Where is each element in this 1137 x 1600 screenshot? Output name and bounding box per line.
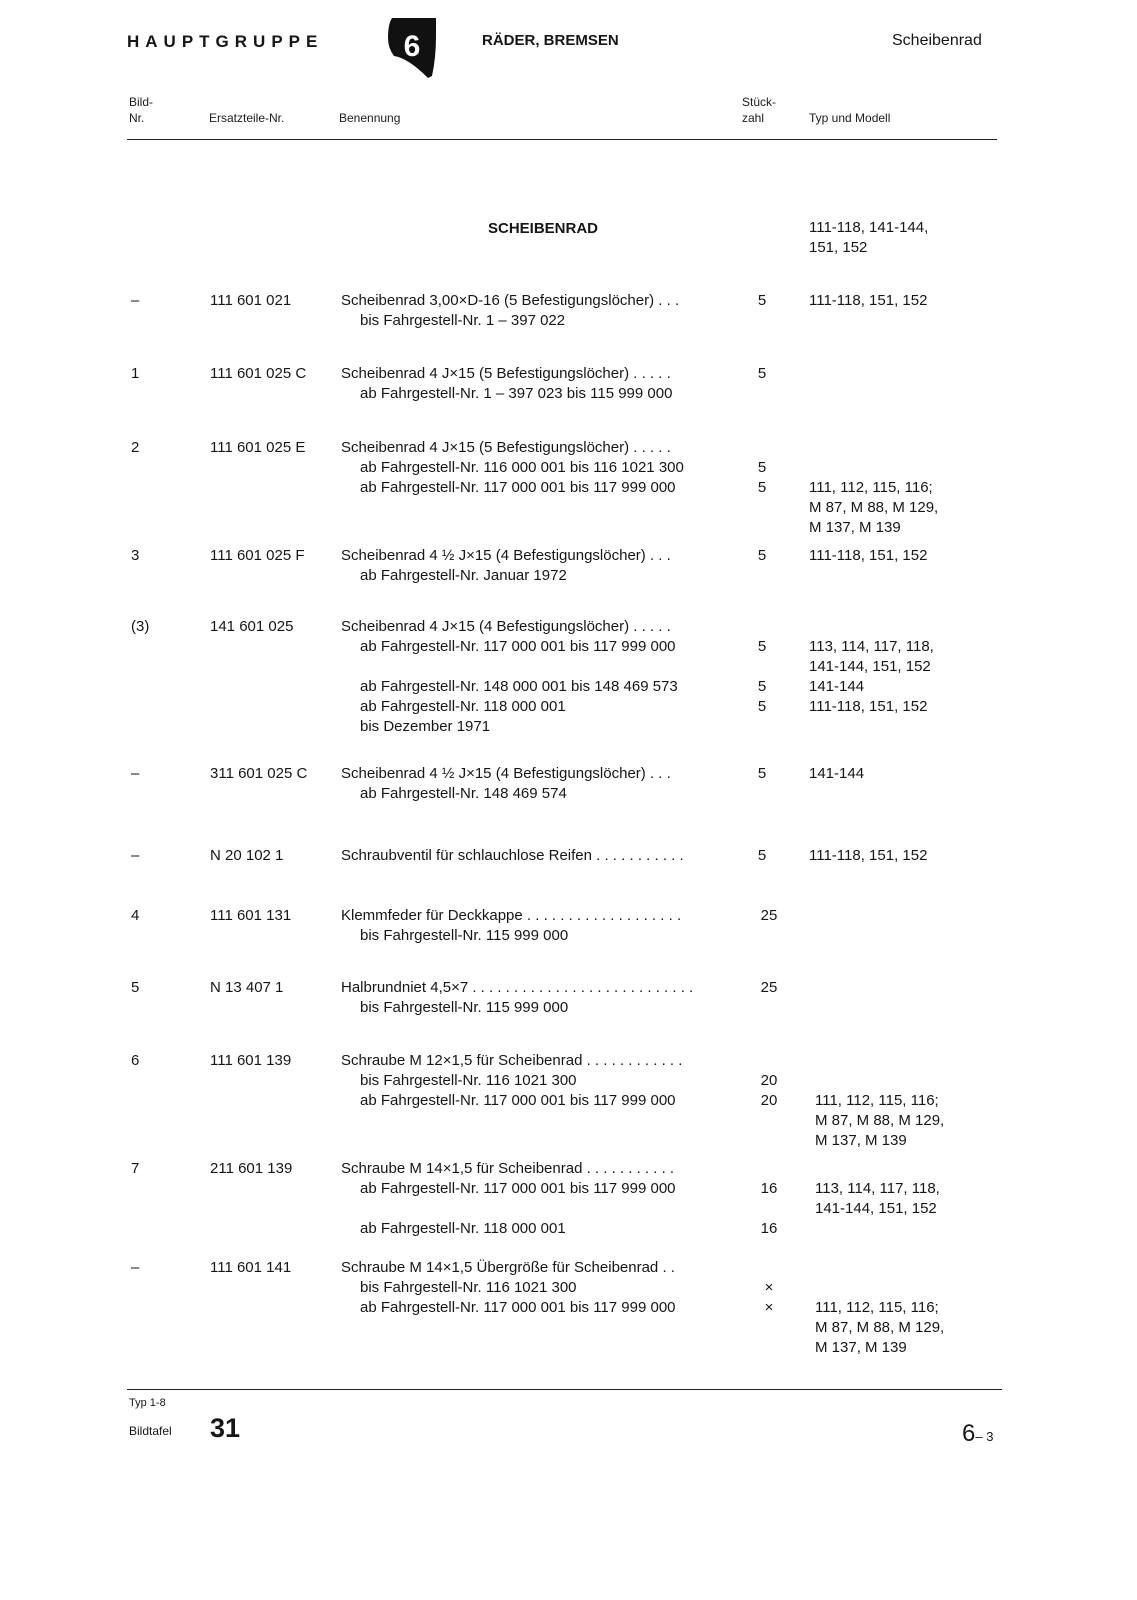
row-bild: 1	[131, 365, 140, 382]
benennung-line: ab Fahrgestell-Nr. 117 000 001 bis 117 999 000	[360, 479, 676, 496]
stueck-value	[749, 1051, 789, 1071]
benennung-line: bis Fahrgestell-Nr. 116 1021 300	[360, 1279, 577, 1296]
stueck-value: 5	[757, 847, 767, 864]
typ-line: 141-144	[809, 678, 865, 695]
benennung-line: ab Fahrgestell-Nr. 118 000 001	[360, 1220, 566, 1237]
col-bild-header	[129, 94, 153, 126]
col-benennung-header: Benennung	[339, 111, 401, 125]
section-typ	[809, 218, 928, 258]
col-ersatzteile-header: Ersatzteile-Nr.	[209, 111, 285, 125]
row-bild: 6	[131, 1052, 140, 1069]
typ-line: M 137, M 139	[809, 519, 901, 536]
stueck-value	[742, 657, 782, 677]
typ-line: 111, 112, 115, 116;	[815, 1299, 939, 1316]
row-bild: 3	[131, 547, 140, 564]
row-part-number: 111 601 025 E	[210, 439, 306, 456]
benennung-line: ab Fahrgestell-Nr. Januar 1972	[360, 567, 567, 584]
benennung-line: bis Fahrgestell-Nr. 115 999 000	[360, 999, 569, 1016]
col-typ-header: Typ und Modell	[809, 111, 891, 125]
benennung-line: Scheibenrad 4 J×15 (4 Befestigungslöcher) . . . . .	[341, 618, 671, 635]
row-stueck	[742, 846, 782, 866]
row-benennung	[341, 546, 736, 586]
row-stueck	[742, 438, 782, 498]
section-typ-line2: 151, 152	[809, 239, 868, 256]
benennung-line: bis Dezember 1971	[360, 718, 491, 735]
benennung-line: Schraube M 14×1,5 Übergröße für Scheibenrad . .	[341, 1259, 675, 1276]
stueck-value: 5	[757, 292, 767, 309]
stueck-value: 16	[760, 1220, 778, 1237]
benennung-line: ab Fahrgestell-Nr. 116 000 001 bis 116 1021 300	[360, 459, 684, 476]
row-part-number: 141 601 025	[210, 618, 294, 635]
row-typ	[815, 1091, 944, 1151]
row-benennung	[341, 438, 736, 498]
row-typ	[815, 1298, 944, 1358]
col-stueck-header-line2: zahl	[742, 111, 765, 125]
row-part-number: 111 601 139	[210, 1052, 292, 1069]
bildtafel-number: 31	[210, 1413, 241, 1443]
stueck-value: 5	[757, 698, 767, 715]
stueck-value: 25	[760, 907, 778, 924]
benennung-line: Schraube M 12×1,5 für Scheibenrad . . . . . . . . . . . .	[341, 1052, 683, 1069]
benennung-line: Klemmfeder für Deckkappe . . . . . . . . . . . . . . . . . . .	[341, 907, 682, 924]
row-typ	[809, 546, 927, 566]
row-part-number: 211 601 139	[210, 1160, 293, 1177]
hauptgruppe-label: HAUPTGRUPPE	[127, 32, 324, 51]
row-benennung	[341, 617, 736, 737]
group-badge-shape	[388, 18, 440, 78]
row-part-number: N 13 407 1	[210, 979, 284, 996]
benennung-line: ab Fahrgestell-Nr. 117 000 001 bis 117 999 000	[360, 1092, 676, 1109]
row-benennung	[341, 906, 736, 946]
row-bild: 5	[131, 979, 140, 996]
page-number-sub: – 3	[975, 1429, 994, 1444]
row-bild: –	[131, 292, 140, 309]
typ-line: M 87, M 88, M 129,	[815, 1319, 945, 1336]
benennung-line: ab Fahrgestell-Nr. 1 – 397 023 bis 115 999 000	[360, 385, 673, 402]
footer-typ: Typ 1-8	[129, 1397, 166, 1409]
stueck-value: 5	[757, 765, 767, 782]
row-benennung	[341, 364, 736, 404]
row-part-number: N 20 102 1	[210, 847, 284, 864]
group-title: RÄDER, BREMSEN	[482, 32, 619, 49]
footer-rule	[127, 1389, 1002, 1390]
section-title: SCHEIBENRAD	[488, 220, 599, 237]
bildtafel-label: Bildtafel	[129, 1424, 172, 1438]
row-stueck	[749, 1258, 789, 1318]
page-number-main: 6	[962, 1420, 976, 1447]
typ-line: M 87, M 88, M 129,	[809, 499, 939, 516]
group-number-badge	[388, 18, 440, 78]
row-part-number: 311 601 025 C	[210, 765, 308, 782]
stueck-value	[749, 1159, 789, 1179]
row-stueck	[742, 546, 782, 566]
stueck-value: 5	[757, 479, 767, 496]
row-stueck	[749, 1159, 789, 1239]
typ-line: 111, 112, 115, 116;	[815, 1092, 939, 1109]
benennung-line: ab Fahrgestell-Nr. 148 469 574	[360, 785, 567, 802]
benennung-line	[341, 657, 736, 677]
stueck-value: 16	[760, 1180, 778, 1197]
typ-line: 141-144, 151, 152	[809, 658, 931, 675]
row-stueck	[749, 906, 789, 926]
row-typ	[809, 637, 934, 717]
stueck-value: 20	[760, 1092, 778, 1109]
row-stueck	[749, 978, 789, 998]
stueck-value	[742, 438, 782, 458]
benennung-line: Scheibenrad 4 J×15 (5 Befestigungslöcher) . . . . .	[341, 365, 671, 382]
page-number	[962, 1420, 993, 1448]
benennung-line: ab Fahrgestell-Nr. 117 000 001 bis 117 999 000	[360, 1180, 676, 1197]
row-stueck	[742, 617, 782, 717]
row-bild: 2	[131, 439, 140, 456]
row-bild: 7	[131, 1160, 140, 1177]
group-number: 6	[403, 30, 421, 63]
row-stueck	[742, 291, 782, 311]
benennung-line: ab Fahrgestell-Nr. 118 000 001	[360, 698, 566, 715]
row-stueck	[742, 364, 782, 384]
row-stueck	[742, 764, 782, 784]
row-typ	[809, 764, 864, 784]
col-stueck-header-line1: Stück-	[742, 95, 777, 109]
benennung-line: Schraubventil für schlauchlose Reifen . . . . . . . . . . .	[341, 847, 684, 864]
row-typ	[809, 291, 927, 311]
row-benennung	[341, 1159, 736, 1239]
row-benennung	[341, 291, 736, 331]
row-bild: (3)	[131, 618, 150, 635]
col-stueckzahl-header	[742, 94, 776, 126]
typ-line: 111-118, 151, 152	[809, 847, 928, 864]
typ-line: 111, 112, 115, 116;	[809, 479, 933, 496]
row-benennung	[341, 1258, 736, 1318]
row-part-number: 111 601 141	[210, 1259, 292, 1276]
section-typ-line1: 111-118, 141-144,	[809, 219, 929, 236]
typ-line: M 137, M 139	[815, 1339, 907, 1356]
typ-line: 113, 114, 117, 118,	[809, 638, 934, 655]
benennung-line: Scheibenrad 4 ½ J×15 (4 Befestigungslöcher) . . .	[341, 547, 671, 564]
typ-line: M 87, M 88, M 129,	[815, 1112, 945, 1129]
col-bild-header-line2: Nr.	[129, 111, 145, 125]
benennung-line: ab Fahrgestell-Nr. 117 000 001 bis 117 999 000	[360, 1299, 676, 1316]
row-bild: –	[131, 765, 140, 782]
row-bild: –	[131, 847, 140, 864]
row-bild: 4	[131, 907, 140, 924]
benennung-line: bis Fahrgestell-Nr. 116 1021 300	[360, 1072, 577, 1089]
stueck-value	[749, 1258, 789, 1278]
stueck-value: ×	[764, 1279, 774, 1296]
row-typ	[815, 1179, 940, 1219]
benennung-line: Halbrundniet 4,5×7 . . . . . . . . . . . . . . . . . . . . . . . . . . .	[341, 979, 694, 996]
stueck-value: 5	[757, 638, 767, 655]
typ-line: 141-144, 151, 152	[815, 1200, 937, 1217]
typ-line: 113, 114, 117, 118,	[815, 1180, 940, 1197]
benennung-line: bis Fahrgestell-Nr. 1 – 397 022	[360, 312, 566, 329]
typ-line: M 137, M 139	[815, 1132, 907, 1149]
stueck-value	[742, 617, 782, 637]
row-benennung	[341, 978, 736, 1018]
col-bild-header-line1: Bild-	[129, 95, 154, 109]
row-benennung	[341, 846, 736, 866]
stueck-value: 25	[760, 979, 778, 996]
benennung-line: Schraube M 14×1,5 für Scheibenrad . . . . . . . . . . .	[341, 1160, 675, 1177]
benennung-line	[341, 1199, 736, 1219]
row-benennung	[341, 1051, 736, 1111]
benennung-line: Scheibenrad 4 J×15 (5 Befestigungslöcher) . . . . .	[341, 439, 671, 456]
benennung-line: ab Fahrgestell-Nr. 117 000 001 bis 117 999 000	[360, 638, 676, 655]
row-part-number: 111 601 131	[210, 907, 292, 924]
benennung-line: Scheibenrad 3,00×D-16 (5 Befestigungslöcher) . . .	[341, 292, 680, 309]
row-part-number: 111 601 025 C	[210, 365, 307, 382]
benennung-line: bis Fahrgestell-Nr. 115 999 000	[360, 927, 569, 944]
typ-line: 111-118, 151, 152	[809, 547, 928, 564]
row-benennung	[341, 764, 736, 804]
benennung-line: Scheibenrad 4 ½ J×15 (4 Befestigungslöcher) . . .	[341, 765, 671, 782]
stueck-value: 5	[757, 678, 767, 695]
row-bild: –	[131, 1259, 140, 1276]
row-part-number: 111 601 025 F	[210, 547, 305, 564]
row-part-number: 111 601 021	[210, 292, 292, 309]
page-topic: Scheibenrad	[892, 32, 982, 49]
row-typ	[809, 846, 927, 866]
header-rule	[127, 139, 997, 140]
stueck-value	[749, 1199, 789, 1219]
typ-line: 111-118, 151, 152	[809, 698, 928, 715]
stueck-value: 5	[757, 365, 767, 382]
row-stueck	[749, 1051, 789, 1111]
stueck-value: 5	[757, 547, 767, 564]
typ-line: 111-118, 151, 152	[809, 292, 928, 309]
stueck-value: 20	[760, 1072, 778, 1089]
stueck-value: ×	[764, 1299, 774, 1316]
typ-line: 141-144	[809, 765, 865, 782]
stueck-value: 5	[757, 459, 767, 476]
row-typ	[809, 478, 938, 538]
benennung-line: ab Fahrgestell-Nr. 148 000 001 bis 148 469 573	[360, 678, 678, 695]
